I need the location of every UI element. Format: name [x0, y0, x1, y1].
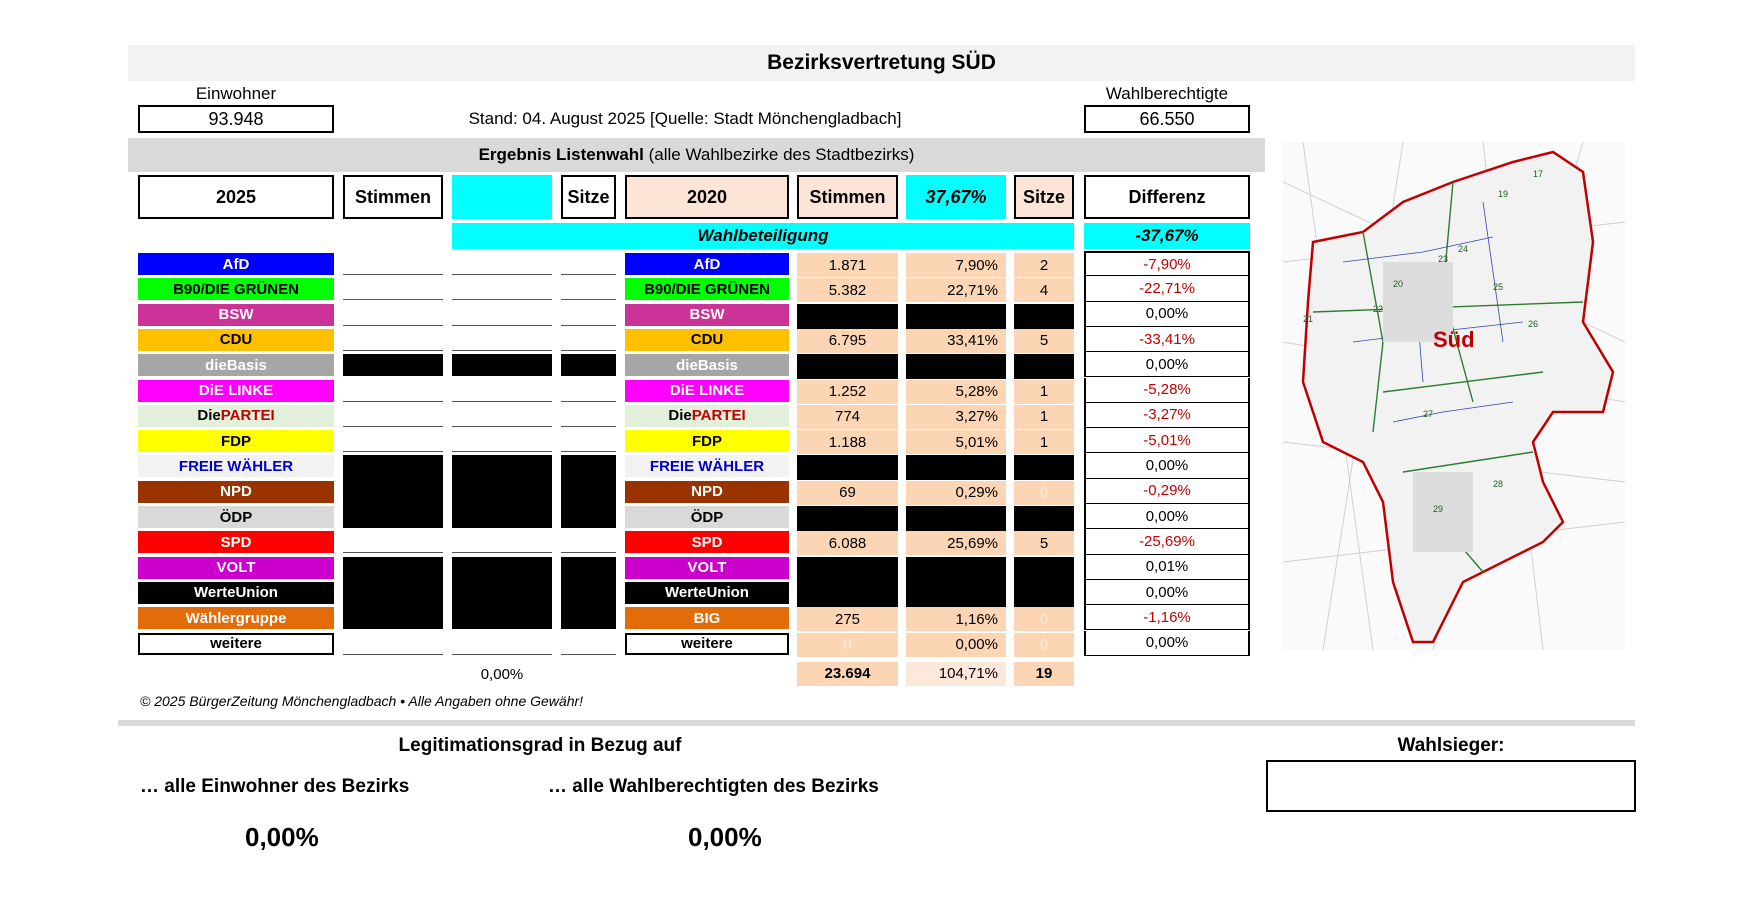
differenz-cell: -1,16% — [1084, 605, 1250, 630]
sitze-2020: 5 — [1014, 531, 1074, 556]
empty-cell-2025 — [561, 278, 616, 300]
party-2020-row — [625, 607, 789, 629]
blocked-cell-2020 — [797, 455, 898, 480]
einwohner-label: Einwohner — [195, 84, 277, 103]
district-number: 24 — [1458, 244, 1469, 254]
party-name: SPD — [220, 533, 252, 551]
differenz-cell: -5,01% — [1084, 428, 1250, 453]
blocked-cell-2020 — [1014, 455, 1074, 480]
blocked-cell-2020 — [1014, 506, 1074, 531]
empty-cell-2025 — [343, 430, 443, 452]
empty-cell-2025 — [343, 329, 443, 351]
blocked-cell-2025 — [561, 354, 616, 376]
empty-cell-2025 — [561, 531, 616, 553]
legit-wahlber-value: 0,00% — [688, 822, 762, 852]
blocked-cell-2025 — [343, 354, 443, 376]
separator — [118, 720, 1635, 726]
prozent-2020: 3,27% — [906, 405, 1006, 430]
district-number: 21 — [1303, 314, 1314, 324]
party-name: dieBasis — [676, 356, 738, 374]
party-2020-row — [625, 278, 789, 300]
empty-cell-2025 — [343, 380, 443, 402]
party-name: Die — [668, 407, 692, 425]
header-sitze-2025: Sitze — [561, 175, 616, 219]
prozent-2020: 22,71% — [906, 278, 1006, 303]
empty-cell-2025 — [561, 633, 616, 655]
blocked-cell-2020 — [906, 557, 1006, 582]
sitze-2020: 0 — [1014, 607, 1074, 632]
party-name: ÖDP — [219, 508, 253, 526]
district-number: 23 — [1438, 254, 1449, 264]
empty-cell-2025 — [561, 329, 616, 351]
party-name: dieBasis — [205, 356, 267, 374]
sitze-2020: 1 — [1014, 380, 1074, 405]
party-name: DiE LINKE — [198, 382, 274, 399]
empty-cell-2025 — [452, 253, 552, 275]
party-2025-row — [138, 354, 334, 376]
party-2025-row — [138, 278, 334, 300]
party-name: VOLT — [687, 559, 727, 577]
sitze-2020: 0 — [1014, 633, 1074, 658]
sitze-2020: 1 — [1014, 405, 1074, 430]
party-2020-row — [625, 380, 789, 402]
total-stimmen-2020: 23.694 — [797, 662, 898, 686]
blocked-cell-2025 — [452, 354, 552, 376]
party-name: weitere — [210, 635, 262, 652]
prozent-2020: 0,29% — [906, 481, 1006, 506]
empty-cell-2025 — [561, 430, 616, 452]
party-2025-row — [138, 405, 334, 427]
total-prozent-2025: 0,00% — [480, 666, 524, 683]
empty-cell-2025 — [452, 380, 552, 402]
differenz-cell: 0,00% — [1084, 631, 1250, 656]
wahlberechtigte-label: Wahlberechtigte — [1105, 84, 1229, 103]
prozent-2020: 5,28% — [906, 380, 1006, 405]
blocked-cell-2020 — [1014, 557, 1074, 582]
party-name: FDP — [221, 432, 251, 450]
party-name: WerteUnion — [194, 584, 278, 602]
party-2025-row — [138, 557, 334, 579]
blocked-cell-2020 — [1014, 354, 1074, 379]
party-name: ÖDP — [690, 508, 724, 526]
party-name: WerteUnion — [665, 584, 749, 602]
differenz-cell: -3,27% — [1084, 403, 1250, 428]
district-number: 28 — [1493, 479, 1504, 489]
wahlberechtigte-value: 66.550 — [1084, 105, 1250, 133]
party-name: DiE LINKE — [669, 382, 745, 399]
party-2025-row — [138, 304, 334, 326]
empty-cell-2025 — [343, 633, 443, 655]
legit-einwohner-label: … alle Einwohner des Bezirks — [140, 776, 410, 797]
page-title: Bezirksvertretung SÜD — [128, 45, 1635, 81]
sitze-2020: 2 — [1014, 253, 1074, 278]
differenz-cell: -22,71% — [1084, 276, 1250, 301]
district-number: 29 — [1433, 504, 1444, 514]
stimmen-2020: 1.188 — [797, 430, 898, 455]
sitze-2020: 1 — [1014, 430, 1074, 455]
party-2025-row — [138, 430, 334, 452]
empty-cell-2025 — [452, 430, 552, 452]
header-2025: 2025 — [138, 175, 334, 219]
header-stimmen-2025: Stimmen — [343, 175, 443, 219]
blocked-cell-2020 — [797, 557, 898, 582]
empty-cell-2025 — [561, 253, 616, 275]
party-name: BSW — [689, 306, 725, 324]
party-2020-row — [625, 253, 789, 275]
empty-cell-2025 — [343, 405, 443, 427]
einwohner-value: 93.948 — [138, 105, 334, 133]
party-2020-row — [625, 430, 789, 452]
cyan-block-2025 — [452, 175, 552, 219]
differenz-cell: -33,41% — [1084, 327, 1250, 352]
empty-cell-2025 — [452, 531, 552, 553]
header-differenz: Differenz — [1084, 175, 1250, 219]
sitze-2020: 5 — [1014, 329, 1074, 354]
differenz-cell: 0,00% — [1084, 352, 1250, 377]
party-2025-row — [138, 380, 334, 402]
prozent-2020: 1,16% — [906, 607, 1006, 632]
party-2020-row — [625, 582, 789, 604]
differenz-cell: -0,29% — [1084, 479, 1250, 504]
stimmen-2020: 6.088 — [797, 531, 898, 556]
blocked-cell-2025 — [452, 557, 552, 630]
prozent-2020: 5,01% — [906, 430, 1006, 455]
sitze-2020: 0 — [1014, 481, 1074, 506]
header-2020: 2020 — [625, 175, 789, 219]
party-name: VOLT — [216, 559, 256, 577]
ergebnis-bar — [128, 138, 1265, 172]
party-name: FREIE WÄHLER — [178, 457, 294, 475]
party-2020-row — [625, 455, 789, 477]
district-number: 19 — [1498, 189, 1509, 199]
party-name: weitere — [681, 635, 733, 652]
empty-cell-2025 — [561, 304, 616, 326]
stand-text: Stand: 04. August 2025 [Quelle: Stadt Mönchengladbach] — [468, 109, 902, 128]
blocked-cell-2020 — [906, 354, 1006, 379]
differenz-cell: 0,00% — [1084, 580, 1250, 605]
sitze-2020: 4 — [1014, 278, 1074, 303]
empty-cell-2025 — [561, 380, 616, 402]
differenz-cell: 0,00% — [1084, 504, 1250, 529]
empty-cell-2025 — [343, 531, 443, 553]
blocked-cell-2020 — [906, 455, 1006, 480]
party-2025-row — [138, 455, 334, 477]
party-2020-row — [625, 506, 789, 528]
differenz-cell: 0,00% — [1084, 453, 1250, 478]
total-sitze-2020: 19 — [1014, 662, 1074, 686]
party-name: CDU — [690, 331, 724, 349]
empty-cell-2025 — [343, 304, 443, 326]
blocked-cell-2025 — [561, 557, 616, 630]
map-label: Süd — [1433, 327, 1475, 352]
stimmen-2020: 1.252 — [797, 380, 898, 405]
party-name: NPD — [220, 483, 252, 501]
district-map — [1283, 142, 1625, 650]
wahlsieger-box — [1266, 760, 1636, 812]
blocked-cell-2020 — [1014, 304, 1074, 329]
differenz-cell: -5,28% — [1084, 378, 1250, 403]
stimmen-2020: 0 — [797, 633, 898, 658]
party-name: FDP — [692, 432, 722, 450]
blocked-cell-2025 — [343, 557, 443, 630]
district-number: 27 — [1423, 409, 1434, 419]
party-2025-row — [138, 506, 334, 528]
wahlsieger-label: Wahlsieger: — [1397, 735, 1505, 756]
party-2025-row — [138, 531, 334, 553]
blocked-cell-2025 — [452, 455, 552, 528]
party-2020-row — [625, 633, 789, 655]
header-stimmen-2020: Stimmen — [797, 175, 898, 219]
party-2025-row — [138, 481, 334, 503]
empty-cell-2025 — [452, 329, 552, 351]
party-name: BIG — [693, 609, 721, 627]
header-sitze-2020: Sitze — [1014, 175, 1074, 219]
empty-cell-2025 — [452, 405, 552, 427]
blocked-cell-2020 — [797, 354, 898, 379]
differenz-cell: -25,69% — [1084, 529, 1250, 554]
party-2025-row — [138, 633, 334, 655]
prozent-2020: 33,41% — [906, 329, 1006, 354]
party-2020-row — [625, 531, 789, 553]
stimmen-2020: 1.871 — [797, 253, 898, 278]
blocked-cell-2020 — [1014, 582, 1074, 607]
party-name-suffix: PARTEI — [691, 407, 746, 425]
copyright-text: © 2025 BürgerZeitung Mönchengladbach • Alle Angaben ohne Gewähr! — [140, 693, 584, 709]
district-number: 17 — [1533, 169, 1544, 179]
empty-cell-2025 — [343, 253, 443, 275]
total-prozent-2020: 104,71% — [906, 662, 1006, 686]
party-2020-row — [625, 329, 789, 351]
legit-einwohner-value: 0,00% — [245, 822, 319, 852]
party-2020-row — [625, 481, 789, 503]
party-2020-row — [625, 405, 789, 427]
ergebnis-subtitle: (alle Wahlbezirke des Stadtbezirks) — [643, 145, 915, 164]
stimmen-2020: 5.382 — [797, 278, 898, 303]
party-2025-row — [138, 253, 334, 275]
party-name: Wählergruppe — [185, 609, 287, 627]
empty-cell-2025 — [452, 278, 552, 300]
district-number: 22 — [1373, 304, 1384, 314]
party-name: FREIE WÄHLER — [649, 457, 765, 475]
blocked-cell-2025 — [561, 455, 616, 528]
stimmen-2020: 6.795 — [797, 329, 898, 354]
header-beteiligung-2020: 37,67% — [906, 175, 1006, 219]
legitimation-title: Legitimationsgrad in Bezug auf — [398, 735, 682, 756]
stimmen-2020: 774 — [797, 405, 898, 430]
party-name: AfD — [222, 255, 250, 273]
party-2020-row — [625, 557, 789, 579]
district-boundary — [1303, 152, 1613, 642]
party-2025-row — [138, 582, 334, 604]
empty-cell-2025 — [561, 405, 616, 427]
blocked-cell-2020 — [906, 506, 1006, 531]
party-name-suffix: PARTEI — [220, 407, 275, 425]
ergebnis-title: Ergebnis Listenwahl — [478, 145, 644, 164]
stimmen-2020: 275 — [797, 607, 898, 632]
party-name: SPD — [691, 533, 723, 551]
blocked-cell-2020 — [797, 506, 898, 531]
blocked-cell-2025 — [343, 455, 443, 528]
differenz-cell: 0,00% — [1084, 302, 1250, 327]
blocked-cell-2020 — [906, 304, 1006, 329]
wahlbeteiligung-diff: -37,67% — [1084, 223, 1250, 249]
party-name: AfD — [693, 255, 721, 273]
prozent-2020: 25,69% — [906, 531, 1006, 556]
party-name: NPD — [691, 483, 723, 501]
district-number: 20 — [1393, 279, 1404, 289]
empty-cell-2025 — [452, 633, 552, 655]
legit-wahlber-label: … alle Wahlberechtigten des Bezirks — [548, 776, 879, 797]
differenz-cell: -7,90% — [1084, 251, 1250, 276]
party-name: Die — [197, 407, 221, 425]
stimmen-2020: 69 — [797, 481, 898, 506]
wahlbeteiligung-label: Wahlbeteiligung — [452, 223, 1074, 249]
district-number: 26 — [1528, 319, 1539, 329]
party-name: CDU — [219, 331, 253, 349]
prozent-2020: 7,90% — [906, 253, 1006, 278]
blocked-cell-2020 — [797, 304, 898, 329]
party-2025-row — [138, 607, 334, 629]
party-2020-row — [625, 354, 789, 376]
party-name: BSW — [218, 306, 254, 324]
party-name: B90/DIE GRÜNEN — [644, 280, 770, 298]
party-name: B90/DIE GRÜNEN — [173, 280, 299, 298]
party-2020-row — [625, 304, 789, 326]
district-number: 25 — [1493, 282, 1504, 292]
blocked-cell-2020 — [906, 582, 1006, 607]
prozent-2020: 0,00% — [906, 633, 1006, 658]
party-2025-row — [138, 329, 334, 351]
differenz-cell: 0,01% — [1084, 555, 1250, 580]
empty-cell-2025 — [452, 304, 552, 326]
empty-cell-2025 — [343, 278, 443, 300]
blocked-cell-2020 — [797, 582, 898, 607]
district-map-svg — [1283, 142, 1625, 650]
